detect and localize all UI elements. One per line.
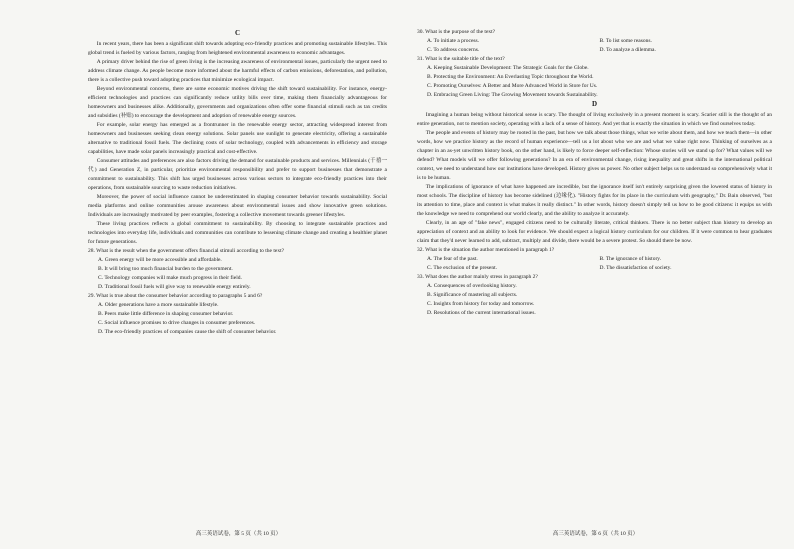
option-b: B. Protecting the Environment: An Everlasting Topic throughout the World.: [427, 74, 594, 80]
passage-d-paragraph: Imagining a human being without historical sense is scary. The thought of living exclusively in a present moment is scary. Scarier still is the thought of an entire generation, not to mention society, operating with a lack of a sense of history. And yet that is exactly the situation in which we find ourselves today.: [417, 112, 772, 127]
option-d: D. Resolutions of the current international issues.: [427, 310, 536, 316]
passage-d-paragraph: The people and events of history may be rooted in the past, but how we talk about those things, what we write about them, and how we teach them—in other words, how we practice history as the record of human experience—tell us a lot about who we are and what we value right now. Thinking of ourselves as a chapter in an as-yet unwritten history book, on the other hand, is likely to force deeper self-reflection: Whose stories will we stand up for? What values will we defend? What models will we offer following generations? In an era of environmental change, rising inequality and great shifts in the international political context, we need to understand how our institutions have developed. History gives us power. No other subject helps us to understand so comprehensively what it is to be human.: [417, 130, 772, 181]
option-b: B. To list some reasons.: [599, 38, 652, 44]
option-c: C. Technology companies will make much progress in their field.: [98, 275, 242, 281]
question-29: [88, 292, 387, 337]
option-a: A. The fear of the past.: [427, 256, 478, 262]
option-c: C. The exclusion of the present.: [427, 265, 498, 271]
option-c: C. To address concerns.: [427, 47, 480, 53]
passage-c-paragraph: Moreover, the power of social influence cannot be underestimated in shaping consumer behavior towards sustainability. Social media platforms and online communities arouse awareness about environmental issues and show innovative green solutions. Individuals are increasingly motivated by peer examples, fostering a collective movement towards greener lifestyles.: [88, 194, 387, 218]
option-row: [427, 264, 772, 273]
option-d: D. Embracing Green Living: The Growing Movement towards Sustainability.: [427, 92, 598, 98]
question-stem: 31. What is the suitable title of the text?: [417, 56, 505, 62]
question-stem: 28. What is the result when the government offers financial stimuli according to the text?: [88, 248, 285, 254]
option-d: D. The eco-friendly practices of companies cause the shift of consumer behavior.: [98, 329, 277, 335]
question-30: [417, 28, 772, 55]
option-a: A. Keeping Sustainable Development: The Strategic Goals for the Globe.: [427, 65, 589, 71]
option-b: B. It will bring too much financial burden to the government.: [98, 266, 233, 272]
option-row: [427, 37, 772, 46]
option-c: C. Social influence promises to drive changes in consumer preferences.: [98, 320, 256, 326]
option-row: [427, 255, 772, 264]
question-stem: 29. What is true about the consumer behavior according to paragraphs 5 and 6?: [88, 293, 263, 299]
option-c: C. Insights from history for today and tomorrow.: [427, 301, 535, 307]
passage-d-title: D: [591, 100, 598, 108]
question-stem: 32. What is the situation the author mentioned in paragraph 1?: [417, 247, 555, 253]
option-d: D. Traditional fossil fuels will give way to renewable energy entirely.: [98, 284, 251, 290]
question-28: [88, 247, 387, 292]
passage-c-title: C: [234, 29, 241, 37]
option-b: B. Significance of mastering all subjects.: [427, 292, 518, 298]
passage-c-paragraph: Beyond environmental concerns, there are some economic motives driving the shift toward sustainability. For instance, energy-efficient technologies and practices can significantly reduce utility bills over time, making them financially advantageous for homeowners and businesses alike. Additionally, governments and organizations often offer some financial stimuli such as tax credits and subsidies (补贴) to encourage the development and adoption of renewable energy sources.: [88, 86, 387, 119]
question-31: [417, 55, 772, 100]
option-b: B. Peers make little difference in shaping consumer behavior.: [98, 311, 234, 317]
option-b: B. The ignorance of history.: [599, 256, 662, 262]
passage-d-paragraph: The implications of ignorance of what have happened are incredible, but the ignorance itself isn't entirely surprising given the lowered status of history in most schools. The discipline of history has become sidelined (边缘化). "History fights for its place in the curriculum with geography," Dr. Bain observed, "but its attention to time, place and context is what makes it really distinct." In other words, history doesn't simply tell us how to be good citizens: it equips us with the knowledge we need to comprehend our world clearly, and the ability to analyze it accurately.: [417, 184, 772, 217]
question-stem: 33. What does the author mainly stress in paragraph 2?: [417, 274, 538, 280]
passage-c-paragraph: A primary driver behind the rise of green living is the increasing awareness of environmental issues, particularly the urgent need to address climate change. As people become more informed about the harmful effects of carbon emissions, deforestation, and pollution, there is a collective push toward adopting practices that minimize ecological impact.: [88, 59, 387, 83]
passage-c-paragraph: These living practices reflects a global commitment to sustainability. By choosing to integrate sustainable practices and technologies into everyday life, individuals and communities can contribute to lessening climate change and creating a healthier planet for future generations.: [88, 221, 387, 245]
option-row: [427, 46, 772, 55]
page-footer: 高三英语试卷，第 6 页（共 10 页）: [552, 531, 639, 537]
passage-c-paragraph: In recent years, there has been a significant shift towards adopting eco-friendly practices and promoting sustainable lifestyles. This global trend is fueled by various factors, ranging from heightened environmental awareness to economic advantages.: [88, 41, 387, 56]
passage-c-paragraph: For example, solar energy has emerged as a frontrunner in the renewable energy sector, attracting widespread interest from homeowners and businesses seeking clean energy solutions. Solar panels use sunlight to generate electricity, offering a sustainable alternative to traditional fossil fuels. The declining costs of solar technology, coupled with advancements in efficiency and storage capabilities, have made solar panels increasingly practical and cost-effective.: [88, 122, 387, 155]
question-33: [417, 273, 772, 318]
option-c: C. Promoting Ourselves: A Better and More Advanced World in Store for Us.: [427, 83, 598, 89]
option-a: A. Green energy will be more accessible and affordable.: [98, 257, 222, 263]
passage-d-paragraph: Clearly, in an age of "fake news", engaged citizens need to be culturally literate, critical thinkers. There is no better subject than history to develop an appreciation of context and an ability to look for evidence. We should expect a logical history curriculum for our children. If it were common to hear graduates claim that they'd never learned to add, subtract, multiply and divide, there would be a severe protest. So should there be now.: [417, 220, 772, 244]
option-d: D. The dissatisfaction of society.: [599, 265, 672, 271]
question-32: [417, 246, 772, 273]
question-stem: 30. What is the purpose of the text?: [417, 29, 496, 35]
option-a: A. Older generations have a more sustainable lifestyle.: [98, 302, 219, 308]
option-a: A. To initiate a process.: [427, 38, 480, 44]
page-6: [397, 0, 794, 549]
page-footer: 高三英语试卷，第 5 页（共 10 页）: [195, 531, 282, 537]
option-d: D. To analyze a dilemma.: [599, 47, 656, 53]
passage-c-paragraph: Consumer attitudes and preferences are also factors driving the demand for sustainable products and services. Millennials (千禧一代) and Generation Z, in particular, prioritize environmental responsibility and prefer to support businesses that demonstrate a commitment to sustainability. This shift has urged businesses across various sectors to integrate eco-friendly practices into their operations, from sustainable sourcing to waste reduction initiatives.: [88, 158, 387, 191]
option-a: A. Consequences of overlooking history.: [427, 283, 517, 289]
